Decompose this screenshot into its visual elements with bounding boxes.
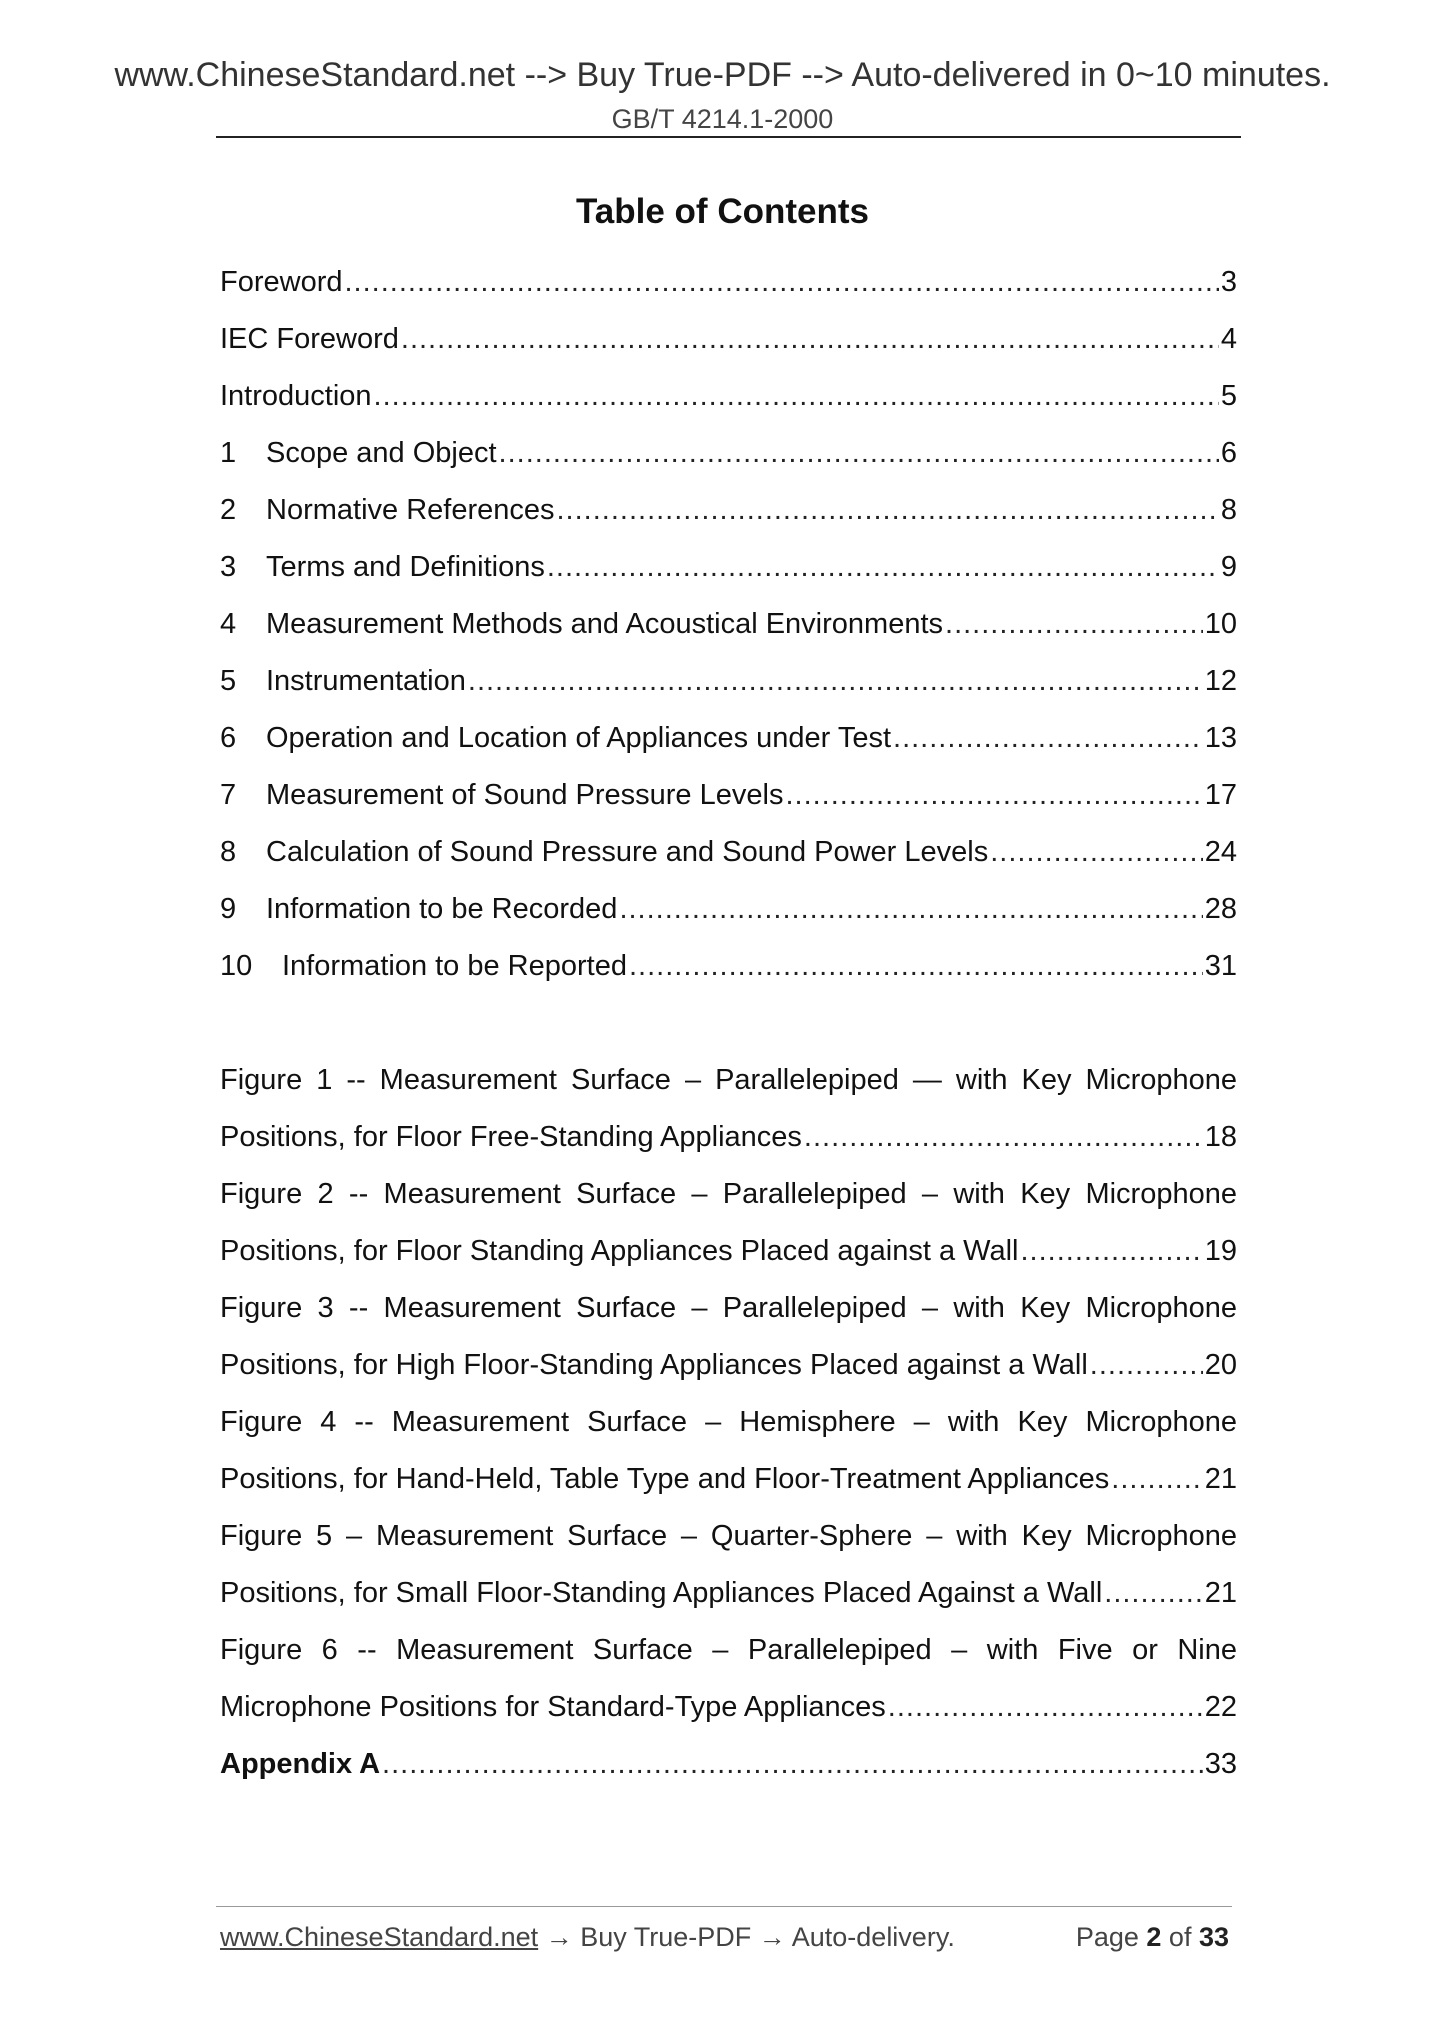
header-doc-id: GB/T 4214.1-2000	[611, 104, 834, 134]
toc-entry-page: 18	[1204, 1121, 1237, 1153]
toc-figure-line2: Positions, for Hand-Held, Table Type and Floor-Treatment Appliances	[220, 1463, 1110, 1495]
toc-entry-text: Measurement of Sound Pressure Levels	[266, 779, 784, 811]
toc-figure-line2: Microphone Positions for Standard-Type Appliances	[220, 1691, 886, 1723]
dot-leader	[468, 661, 1203, 701]
toc-entry-text: Foreword	[220, 266, 343, 298]
dot-leader	[785, 775, 1202, 815]
toc-entry-text: Operation and Location of Appliances under Test	[266, 722, 892, 754]
toc-entry-text: Calculation of Sound Pressure and Sound Power Levels	[266, 836, 989, 868]
toc-entry-page: 4	[1220, 323, 1237, 355]
toc-entry-6[interactable]	[220, 718, 1237, 758]
toc-entry-page: 3	[1220, 266, 1237, 298]
footer-site-link[interactable]: www.ChineseStandard.net	[220, 1922, 539, 1952]
toc-entry-3[interactable]	[220, 547, 1237, 587]
toc-entry-10[interactable]	[220, 946, 1237, 986]
toc-entry-page: 33	[1204, 1748, 1237, 1780]
toc-entry-text: Normative References	[266, 494, 555, 526]
toc-entry-number: 9	[220, 893, 237, 925]
toc-entry-number: 4	[220, 608, 237, 640]
dot-leader	[945, 604, 1203, 644]
toc-entry-number: 1	[220, 437, 237, 469]
toc-figure-line1: Figure 3 -- Measurement Surface – Parallelepiped – with Key Microphone	[220, 1292, 1237, 1324]
toc-entry-number: 10	[220, 950, 253, 982]
toc-entry-page: 13	[1204, 722, 1237, 754]
dot-leader	[619, 889, 1202, 929]
toc-figure-line1: Figure 1 -- Measurement Surface – Parallelepiped — with Key Microphone	[220, 1064, 1237, 1096]
toc-figure-line2-row	[220, 1687, 1237, 1727]
toc-entry-text: Introduction	[220, 380, 372, 412]
toc-entry-2[interactable]	[220, 490, 1237, 530]
toc-entry-page: 12	[1204, 665, 1237, 697]
toc-entry-text: IEC Foreword	[220, 323, 399, 355]
dot-leader	[888, 1687, 1203, 1727]
toc-entry-page: 5	[1220, 380, 1237, 412]
toc-figure-line2: Positions, for Floor Free-Standing Appliances	[220, 1121, 802, 1153]
dot-leader	[547, 547, 1219, 587]
toc-entry-page: 8	[1220, 494, 1237, 526]
toc-figure-line2-row	[220, 1231, 1237, 1271]
page-title: Table of Contents	[576, 192, 869, 231]
toc-figure-line2-row	[220, 1573, 1237, 1613]
dot-leader	[804, 1117, 1203, 1157]
toc-entry-foreword[interactable]	[220, 262, 1237, 302]
dot-leader	[1020, 1231, 1202, 1271]
toc-entry-page: 17	[1204, 779, 1237, 811]
toc-figure-line2: Positions, for Small Floor-Standing Appliances Placed Against a Wall	[220, 1577, 1103, 1609]
toc-entry-page: 21	[1204, 1577, 1237, 1609]
toc-entry-9[interactable]	[220, 889, 1237, 929]
toc-entry-page: 9	[1220, 551, 1237, 583]
toc-figure-line2-row	[220, 1117, 1237, 1157]
page-current: 2	[1146, 1922, 1162, 1952]
dot-leader	[990, 832, 1203, 872]
toc-entry-8[interactable]	[220, 832, 1237, 872]
page-of: of	[1161, 1922, 1199, 1952]
toc-entry-5[interactable]	[220, 661, 1237, 701]
toc-entry-7[interactable]	[220, 775, 1237, 815]
dot-leader	[893, 718, 1203, 758]
dot-leader	[1090, 1345, 1203, 1385]
toc-entry-number: 2	[220, 494, 237, 526]
footer-rule	[216, 1906, 1232, 1907]
toc-entry-page: 28	[1204, 893, 1237, 925]
page-prefix: Page	[1075, 1922, 1147, 1952]
toc-entry-text: Scope and Object	[266, 437, 497, 469]
toc-figure-line1: Figure 4 -- Measurement Surface – Hemisphere – with Key Microphone	[220, 1406, 1237, 1438]
header-banner: www.ChineseStandard.net --> Buy True-PDF --> Auto-delivered in 0~10 minutes.	[114, 56, 1331, 94]
dot-leader	[629, 946, 1203, 986]
toc-entry-page: 21	[1204, 1463, 1237, 1495]
dot-leader	[382, 1744, 1203, 1784]
dot-leader	[374, 376, 1219, 416]
toc-figure-line1: Figure 6 -- Measurement Surface – Parallelepiped – with Five or Nine	[220, 1634, 1237, 1666]
toc-entry-number: 3	[220, 551, 237, 583]
dot-leader	[345, 262, 1219, 302]
toc-entry-text: Appendix A	[220, 1748, 381, 1780]
toc-entry-iec-foreword[interactable]	[220, 319, 1237, 359]
toc-entry-number: 5	[220, 665, 237, 697]
footer-page-number	[1076, 1922, 1229, 1953]
toc-figure-line2: Positions, for High Floor-Standing Appliances Placed against a Wall	[220, 1349, 1088, 1381]
toc-entry-page: 22	[1204, 1691, 1237, 1723]
toc-entry-page: 24	[1204, 836, 1237, 868]
toc-entry-text: Instrumentation	[266, 665, 466, 697]
dot-leader	[1104, 1573, 1202, 1613]
footer-left	[220, 1922, 955, 1953]
toc-entry-page: 19	[1204, 1235, 1237, 1267]
toc-entry-page: 10	[1204, 608, 1237, 640]
footer-tail: → Buy True-PDF → Auto-delivery.	[538, 1922, 955, 1952]
toc-entry-text: Information to be Recorded	[266, 893, 618, 925]
toc-entry-number: 8	[220, 836, 237, 868]
toc-entry-number: 6	[220, 722, 237, 754]
toc-entry-4[interactable]	[220, 604, 1237, 644]
dot-leader	[1111, 1459, 1202, 1499]
toc-entry-text: Information to be Reported	[282, 950, 627, 982]
header-rule	[216, 136, 1241, 138]
toc-entry-introduction[interactable]	[220, 376, 1237, 416]
toc-figure-line2-row	[220, 1345, 1237, 1385]
dot-leader	[499, 433, 1219, 473]
toc-entry-page: 6	[1220, 437, 1237, 469]
toc-entry-appendix-a[interactable]	[220, 1744, 1237, 1784]
toc-figure-line1: Figure 5 – Measurement Surface – Quarter-Sphere – with Key Microphone	[220, 1520, 1237, 1552]
toc-figure-line2: Positions, for Floor Standing Appliances Placed against a Wall	[220, 1235, 1019, 1267]
toc-entry-1[interactable]	[220, 433, 1237, 473]
dot-leader	[401, 319, 1219, 359]
toc-entry-page: 31	[1204, 950, 1237, 982]
toc-entry-page: 20	[1204, 1349, 1237, 1381]
toc-figure-line1: Figure 2 -- Measurement Surface – Parallelepiped – with Key Microphone	[220, 1178, 1237, 1210]
toc-entry-text: Measurement Methods and Acoustical Environments	[266, 608, 944, 640]
toc-figure-line2-row	[220, 1459, 1237, 1499]
toc-entry-text: Terms and Definitions	[266, 551, 545, 583]
page-total: 33	[1198, 1922, 1229, 1952]
toc-entry-number: 7	[220, 779, 237, 811]
dot-leader	[557, 490, 1219, 530]
